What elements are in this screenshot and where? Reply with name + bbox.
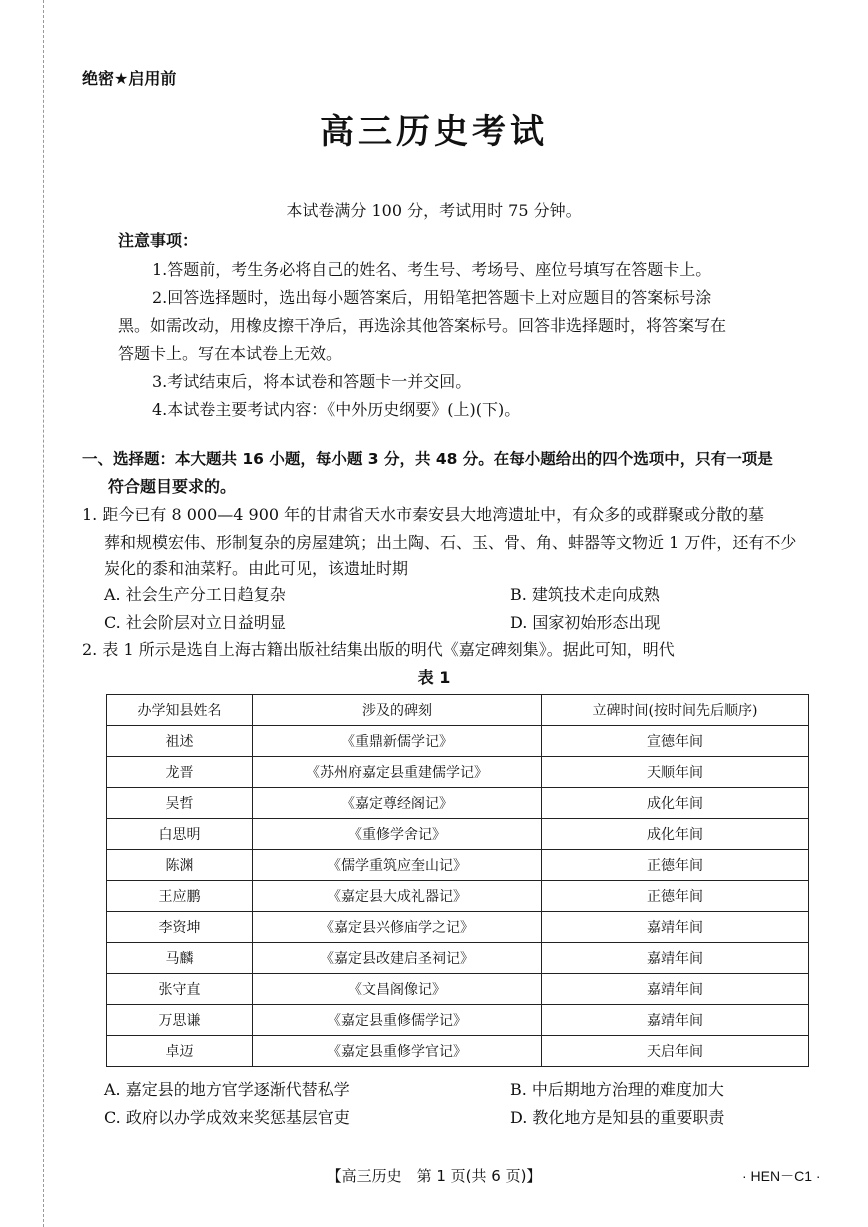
question-1-option-a: A. 社会生产分工日趋复杂 xyxy=(104,585,286,604)
binding-cut-line xyxy=(43,0,44,1227)
table-row xyxy=(107,912,809,943)
table-cell: 《嘉定县重修学官记》 xyxy=(253,1036,542,1067)
table-cell: 《重鼎新儒学记》 xyxy=(253,726,542,757)
table-cell: 嘉靖年间 xyxy=(542,912,809,943)
question-1-stem: 炭化的黍和油菜籽。由此可见，该遗址时期 xyxy=(104,559,409,578)
table-row xyxy=(107,788,809,819)
table-cell: 卓迈 xyxy=(107,1036,253,1067)
question-1-stem: 葬和规模宏伟、形制复杂的房屋建筑；出土陶、石、玉、骨、角、蚌器等文物近 1 万件，还有不少 xyxy=(104,533,797,552)
table-cell: 《苏州府嘉定县重建儒学记》 xyxy=(253,757,542,788)
table-cell: 天启年间 xyxy=(542,1036,809,1067)
table-cell: 天顺年间 xyxy=(542,757,809,788)
table-cell: 白思明 xyxy=(107,819,253,850)
question-1-option-c: C. 社会阶层对立日益明显 xyxy=(104,613,286,632)
table-row xyxy=(107,850,809,881)
table-cell: 《儒学重筑应奎山记》 xyxy=(253,850,542,881)
table-cell: 嘉靖年间 xyxy=(542,1005,809,1036)
table-cell: 李资坤 xyxy=(107,912,253,943)
question-1-stem: 1. 距今已有 8 000—4 900 年的甘肃省天水市秦安县大地湾遗址中，有众多的或群聚或分散的墓 xyxy=(82,505,765,524)
table-cell: 马麟 xyxy=(107,943,253,974)
table-cell: 《文昌阁像记》 xyxy=(253,974,542,1005)
notice-heading: 注意事项： xyxy=(118,231,199,250)
confidential-label: 绝密★启用前 xyxy=(82,69,177,88)
table-cell: 成化年间 xyxy=(542,788,809,819)
table-cell: 祖述 xyxy=(107,726,253,757)
table-cell: 《重修学舍记》 xyxy=(253,819,542,850)
table-cell: 《嘉定县改建启圣祠记》 xyxy=(253,943,542,974)
question-2-option-b: B. 中后期地方治理的难度加大 xyxy=(510,1080,724,1099)
page-footer: 【高三历史 第 1 页(共 6 页)】 xyxy=(326,1167,542,1185)
section-heading: 一、选择题：本大题共 16 小题，每小题 3 分，共 48 分。在每小题给出的四个选项中，只有一项是 xyxy=(82,450,773,468)
table-header-cell: 涉及的碑刻 xyxy=(253,695,542,726)
notice-line: 1.答题前，考生务必将自己的姓名、考生号、考场号、座位号填写在答题卡上。 xyxy=(152,260,712,279)
table-cell: 王应鹏 xyxy=(107,881,253,912)
notice-line: 4.本试卷主要考试内容：《中外历史纲要》(上)(下)。 xyxy=(152,400,521,419)
table-caption: 表 1 xyxy=(417,668,451,687)
table-row xyxy=(107,974,809,1005)
question-2-option-d: D. 教化地方是知县的重要职责 xyxy=(510,1108,725,1127)
question-2-option-c: C. 政府以办学成效来奖惩基层官吏 xyxy=(104,1108,350,1127)
table-row xyxy=(107,943,809,974)
table-cell: 《嘉定尊经阁记》 xyxy=(253,788,542,819)
table-cell: 张守直 xyxy=(107,974,253,1005)
question-1-option-b: B. 建筑技术走向成熟 xyxy=(510,585,660,604)
page-title: 高三历史考试 xyxy=(320,112,548,152)
table-header-cell: 办学知县姓名 xyxy=(107,695,253,726)
table-cell: 万思谦 xyxy=(107,1005,253,1036)
table-header-cell: 立碑时间(按时间先后顺序) xyxy=(542,695,809,726)
table-row xyxy=(107,819,809,850)
paper-code: · HEN－C1 · xyxy=(742,1168,821,1184)
table-row xyxy=(107,726,809,757)
stele-table xyxy=(106,694,809,1067)
table-cell: 嘉靖年间 xyxy=(542,943,809,974)
table-cell: 成化年间 xyxy=(542,819,809,850)
table-cell: 龙晋 xyxy=(107,757,253,788)
table-cell: 《嘉定县兴修庙学之记》 xyxy=(253,912,542,943)
table-cell: 《嘉定县重修儒学记》 xyxy=(253,1005,542,1036)
table-cell: 《嘉定县大成礼器记》 xyxy=(253,881,542,912)
table-cell: 嘉靖年间 xyxy=(542,974,809,1005)
section-heading-cont: 符合题目要求的。 xyxy=(108,477,237,496)
notice-line: 3.考试结束后，将本试卷和答题卡一并交回。 xyxy=(152,372,472,391)
question-2-stem: 2. 表 1 所示是选自上海古籍出版社结集出版的明代《嘉定碑刻集》。据此可知，明代 xyxy=(82,640,675,659)
table-cell: 正德年间 xyxy=(542,850,809,881)
notice-line: 2.回答选择题时，选出每小题答案后，用铅笔把答题卡上对应题目的答案标号涂 xyxy=(152,288,712,307)
table-cell: 宣德年间 xyxy=(542,726,809,757)
table-row xyxy=(107,1036,809,1067)
table-row xyxy=(107,757,809,788)
table-cell: 陈渊 xyxy=(107,850,253,881)
question-2-option-a: A. 嘉定县的地方官学逐渐代替私学 xyxy=(104,1080,350,1099)
exam-info: 本试卷满分 100 分，考试用时 75 分钟。 xyxy=(286,201,582,220)
notice-line: 答题卡上。写在本试卷上无效。 xyxy=(118,344,343,363)
table-cell: 吴哲 xyxy=(107,788,253,819)
table-cell: 正德年间 xyxy=(542,881,809,912)
table-row xyxy=(107,881,809,912)
notice-line: 黑。如需改动，用橡皮擦干净后，再选涂其他答案标号。回答非选择题时，将答案写在 xyxy=(118,316,727,335)
question-1-option-d: D. 国家初始形态出现 xyxy=(510,613,661,632)
table-header-row xyxy=(107,695,809,726)
table-row xyxy=(107,1005,809,1036)
